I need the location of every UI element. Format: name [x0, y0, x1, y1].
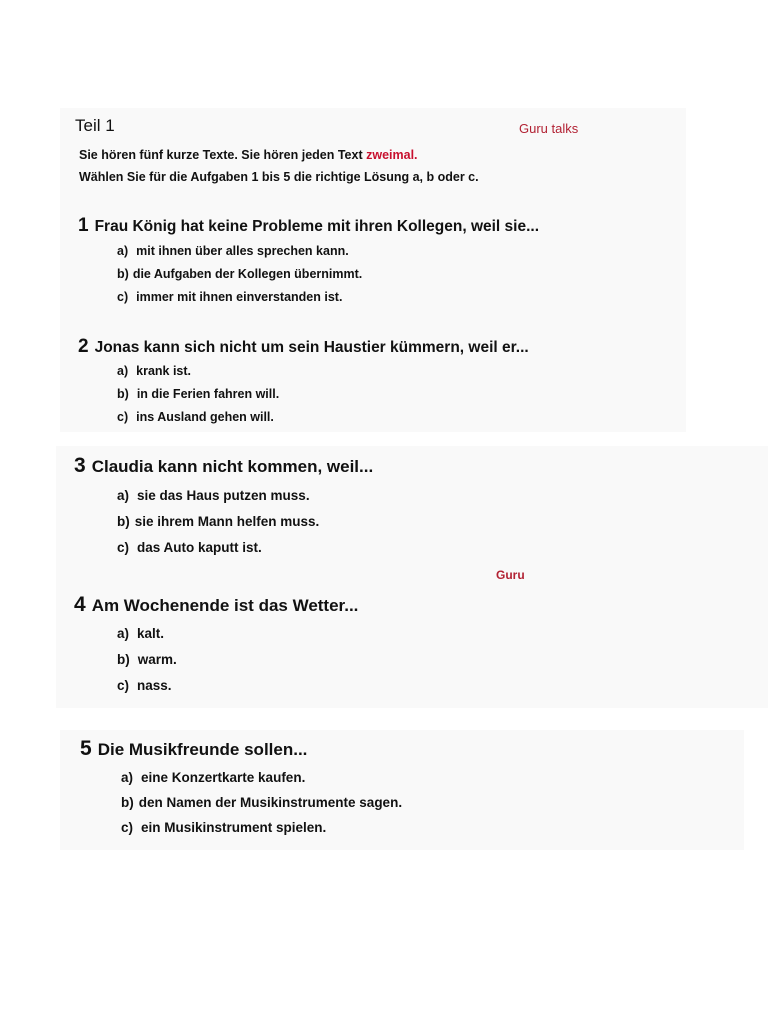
question-2-number: 2 — [78, 336, 89, 357]
option-letter: b) — [117, 267, 129, 281]
option-letter: a) — [117, 488, 130, 503]
question-2 — [78, 336, 529, 358]
question-4-option-b — [117, 652, 177, 667]
question-3 — [74, 454, 373, 478]
option-letter: a) — [117, 626, 130, 641]
question-5-text: Die Musikfreunde sollen... — [97, 740, 308, 759]
option-letter: b) — [117, 387, 129, 401]
question-1-number: 1 — [78, 215, 89, 236]
question-1-option-a — [117, 244, 349, 258]
option-text: die Aufgaben der Kollegen übernimmt. — [132, 267, 363, 281]
question-3-number: 3 — [74, 454, 86, 477]
option-letter: b) — [121, 795, 134, 810]
option-letter: c) — [117, 678, 130, 693]
question-4-text: Am Wochenende ist das Wetter... — [91, 596, 359, 615]
question-5-option-a — [121, 770, 305, 785]
option-text: eine Konzertkarte kaufen. — [141, 770, 306, 785]
option-text: mit ihnen über alles sprechen kann. — [136, 244, 349, 258]
question-1 — [78, 215, 539, 237]
option-text: warm. — [137, 652, 177, 667]
option-letter: c) — [117, 410, 129, 424]
question-3-option-b — [117, 514, 319, 529]
option-text: nass. — [137, 678, 172, 693]
question-3-option-a — [117, 488, 310, 503]
option-text: sie das Haus putzen muss. — [137, 488, 310, 503]
question-4-option-c — [117, 678, 172, 693]
instruction-highlight: zweimal. — [366, 148, 418, 162]
option-text: ins Ausland gehen will. — [136, 410, 274, 424]
question-1-option-c — [117, 290, 342, 304]
brand-label-top: Guru talks — [519, 121, 579, 136]
question-5-number: 5 — [80, 737, 92, 760]
question-4-option-a — [117, 626, 164, 641]
option-text: das Auto kaputt ist. — [137, 540, 262, 555]
question-2-option-b — [117, 387, 279, 401]
brand-label-middle: Guru — [496, 568, 525, 582]
question-5 — [80, 737, 307, 761]
option-letter: b) — [117, 652, 130, 667]
question-1-text: Frau König hat keine Probleme mit ihren Kollegen, weil sie... — [94, 218, 540, 235]
question-3-option-c — [117, 540, 262, 555]
option-letter: a) — [117, 244, 129, 258]
instruction-line-1 — [79, 148, 418, 162]
option-letter: c) — [121, 820, 134, 835]
option-text: sie ihrem Mann helfen muss. — [134, 514, 320, 529]
question-2-text: Jonas kann sich nicht um sein Haustier kümmern, weil er... — [94, 339, 529, 356]
option-text: immer mit ihnen einverstanden ist. — [136, 290, 343, 304]
question-2-option-c — [117, 410, 274, 424]
question-3-text: Claudia kann nicht kommen, weil... — [91, 457, 374, 476]
instruction-line-2: Wählen Sie für die Aufgaben 1 bis 5 die richtige Lösung a, b oder c. — [79, 170, 479, 184]
option-text: ein Musikinstrument spielen. — [141, 820, 327, 835]
option-text: krank ist. — [136, 364, 192, 378]
option-letter: c) — [117, 540, 130, 555]
option-letter: c) — [117, 290, 129, 304]
question-5-option-c — [121, 820, 326, 835]
option-letter: b) — [117, 514, 130, 529]
question-1-option-b — [117, 267, 362, 281]
question-5-option-b — [121, 795, 402, 810]
option-text: in die Ferien fahren will. — [136, 387, 280, 401]
worksheet-panel-middle — [56, 446, 768, 708]
question-2-option-a — [117, 364, 191, 378]
option-text: kalt. — [137, 626, 165, 641]
question-4 — [74, 593, 358, 617]
option-letter: a) — [121, 770, 134, 785]
option-text: den Namen der Musikinstrumente sagen. — [138, 795, 403, 810]
section-title: Teil 1 — [75, 116, 115, 135]
question-4-number: 4 — [74, 593, 86, 616]
option-letter: a) — [117, 364, 129, 378]
instruction-line-1-text: Sie hören fünf kurze Texte. Sie hören jeden Text — [79, 148, 367, 162]
